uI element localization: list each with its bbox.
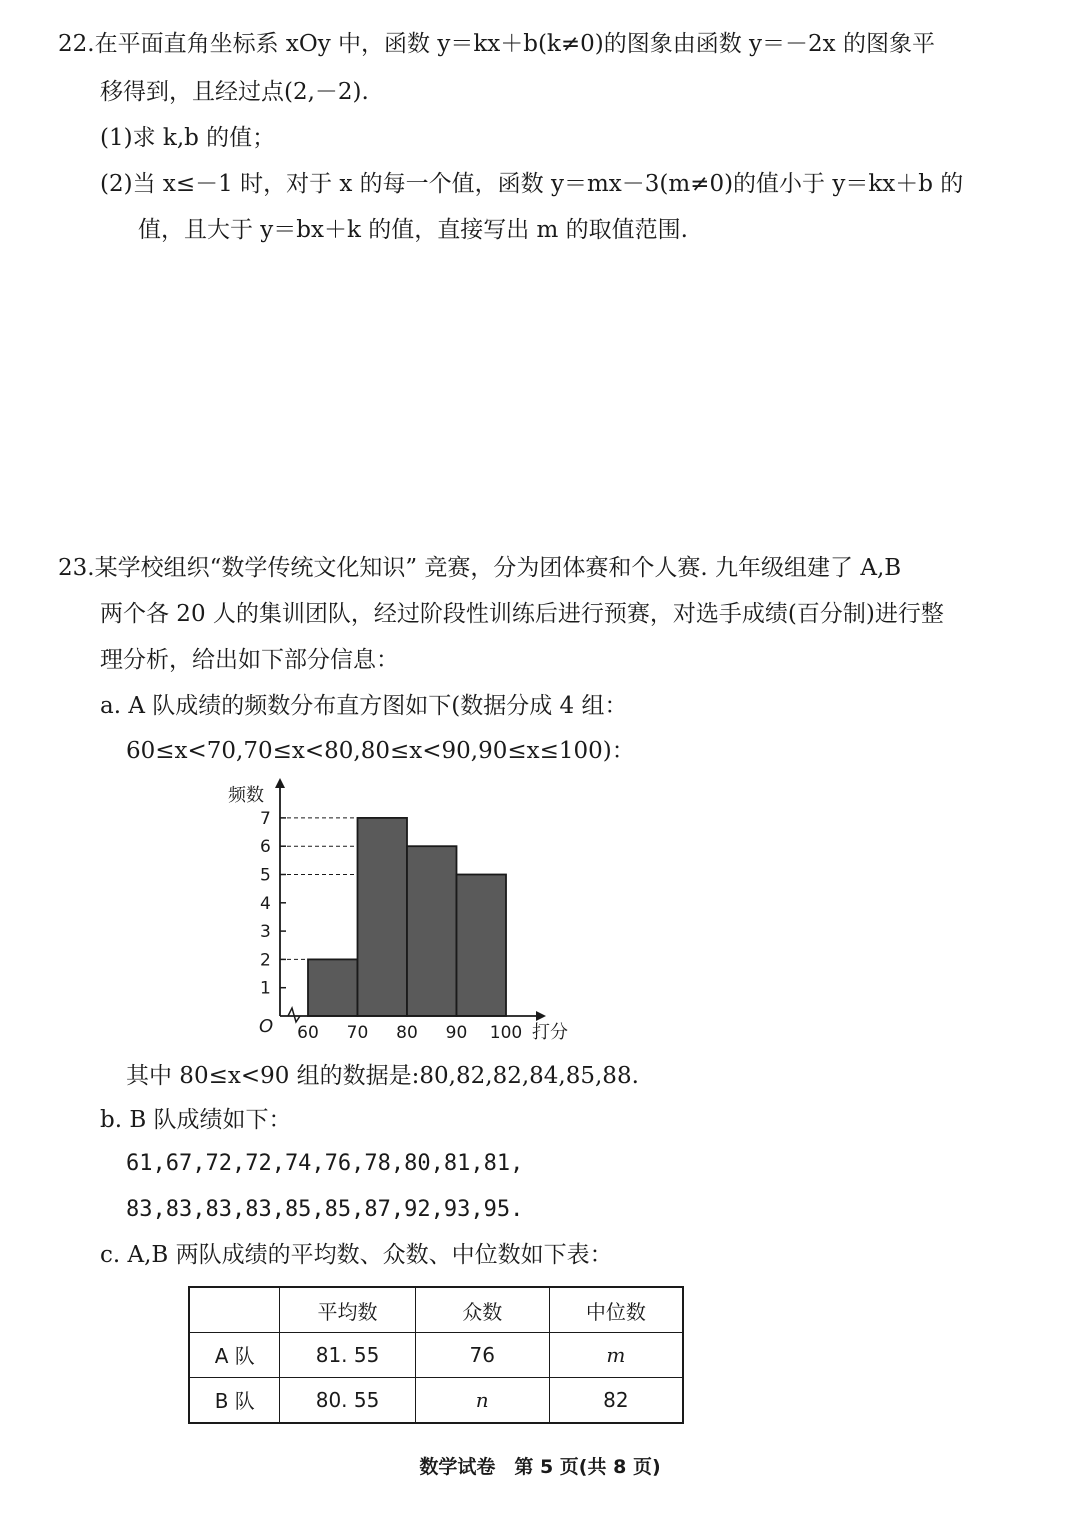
y-tick-label: 1 — [260, 978, 271, 999]
q22-stem-line2: 移得到，且经过点(2,－2). — [100, 79, 369, 105]
histogram-chart — [220, 778, 590, 1058]
q22-part1: (1)求 k,b 的值； — [100, 125, 276, 151]
q23-group-data: 其中 80≤x<90 组的数据是:80,82,82,84,85,88. — [126, 1063, 639, 1089]
x-tick-label: 60 — [297, 1023, 319, 1043]
y-tick-label: 4 — [260, 893, 271, 914]
stats-table — [188, 1286, 684, 1424]
b-team-scores-line2: 83,83,83,83,85,85,87,92,93,95. — [126, 1197, 524, 1222]
y-axis-arrow — [275, 778, 285, 788]
histogram-bars — [308, 818, 506, 1016]
table-cell: A 队 — [189, 1333, 280, 1378]
y-tick-label: 2 — [260, 950, 271, 971]
table-cell: 82 — [549, 1377, 683, 1423]
q23-stem-line2: 两个各 20 人的集训团队，经过阶段性训练后进行预赛，对选手成绩(百分制)进行整 — [100, 601, 944, 627]
q22-part2-line1: (2)当 x≤－1 时，对于 x 的每一个值，函数 y＝mx－3(m≠0)的值小于 y＝kx＋b 的 — [100, 171, 964, 197]
y-tick-label: 5 — [260, 865, 271, 886]
table-header-row — [189, 1287, 683, 1333]
table-row — [189, 1377, 683, 1423]
origin-label: O — [259, 1016, 274, 1037]
table-header-cell: 中位数 — [549, 1287, 683, 1333]
table-cell: 76 — [415, 1333, 549, 1378]
y-tick-label: 7 — [260, 808, 271, 829]
q23-info-a: a. A 队成绩的频数分布直方图如下(数据分成 4 组： — [100, 693, 628, 719]
page-footer: 数学试卷 第 5 页(共 8 页) — [419, 1456, 661, 1478]
table-row — [189, 1333, 683, 1378]
histogram-bar — [407, 846, 457, 1016]
histogram-bar — [358, 818, 408, 1016]
histogram-bar — [457, 875, 507, 1017]
y-tick-label: 6 — [260, 837, 271, 858]
b-team-scores-line1: 61,67,72,72,74,76,78,80,81,81, — [126, 1151, 524, 1176]
axis-break-mark — [288, 1008, 300, 1022]
x-tick-label: 90 — [445, 1023, 468, 1043]
table-cell: m — [549, 1333, 683, 1378]
x-tick-label: 80 — [396, 1023, 418, 1043]
q22-part2-line2: 值，且大于 y＝bx＋k 的值，直接写出 m 的取值范围. — [138, 217, 688, 243]
y-tick-label: 3 — [260, 922, 271, 943]
table-header-cell: 众数 — [415, 1287, 549, 1333]
table-header-cell: 平均数 — [280, 1287, 415, 1333]
table-cell: 81. 55 — [280, 1333, 415, 1378]
table-cell: 80. 55 — [280, 1377, 415, 1423]
x-axis-label: 打分 — [532, 1022, 568, 1043]
x-tick-label: 100 — [489, 1023, 523, 1043]
q23-stem-line3: 理分析，给出如下部分信息： — [100, 647, 399, 673]
q23-info-b: b. B 队成绩如下： — [100, 1107, 292, 1133]
table-header-cell — [189, 1287, 280, 1333]
x-tick-label: 70 — [346, 1023, 369, 1043]
x-axis-arrow — [536, 1011, 546, 1021]
table-cell: B 队 — [189, 1377, 280, 1423]
q22-stem-line1: 22.在平面直角坐标系 xOy 中，函数 y＝kx＋b(k≠0)的图象由函数 y＝－2x 的图象平 — [58, 31, 935, 57]
y-axis-label: 频数 — [228, 785, 264, 806]
q23-info-a-ranges: 60≤x<70,70≤x<80,80≤x<90,90≤x≤100)： — [126, 738, 635, 764]
q23-info-c: c. A,B 两队成绩的平均数、众数、中位数如下表： — [100, 1242, 613, 1268]
histogram-bar — [308, 959, 358, 1016]
table-cell: n — [415, 1377, 549, 1423]
q23-stem-line1: 23.某学校组织“数学传统文化知识” 竞赛，分为团体赛和个人赛. 九年级组建了 A,B — [58, 555, 902, 581]
